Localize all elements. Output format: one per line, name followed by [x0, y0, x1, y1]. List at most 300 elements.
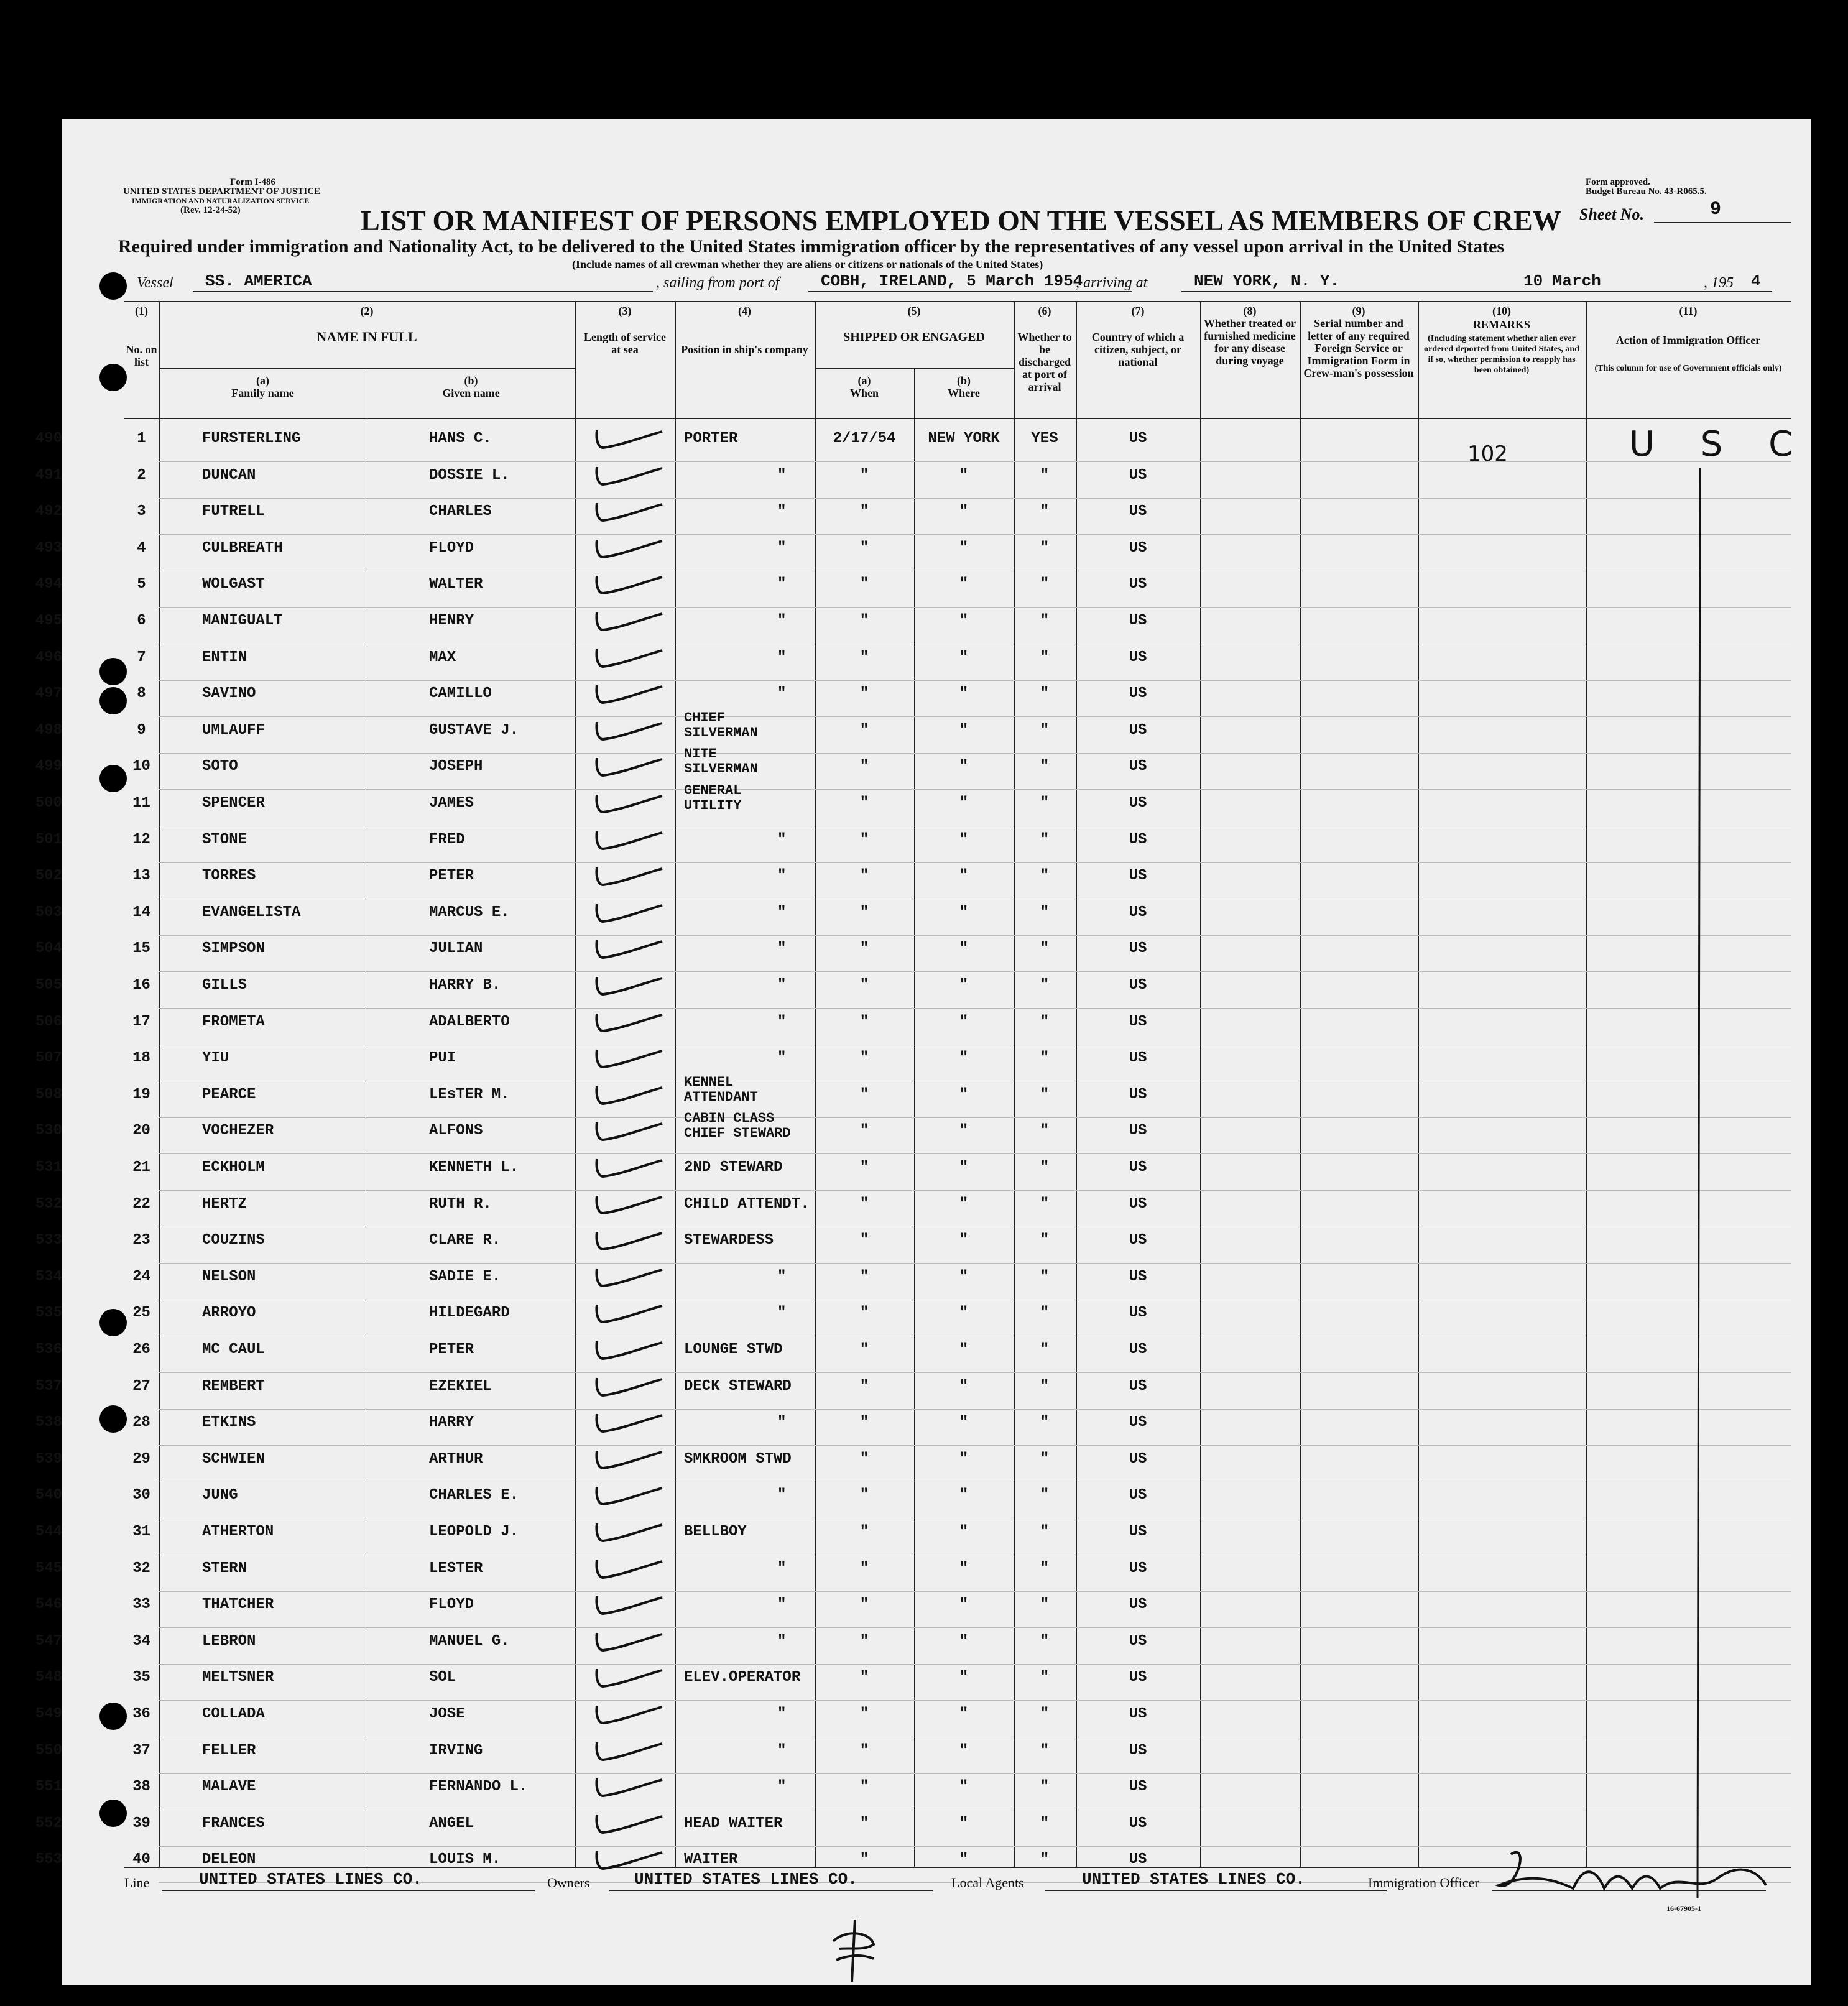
margin-number: 537 — [35, 1378, 62, 1395]
discharged: " — [1040, 1232, 1050, 1249]
service-check-mark — [584, 1007, 672, 1038]
margin-number: 551 — [35, 1778, 62, 1795]
position: " — [777, 1560, 787, 1577]
given-name: PETER — [429, 1341, 474, 1358]
position: " — [777, 1596, 787, 1613]
discharged: " — [1040, 758, 1050, 775]
col-shipped-engaged: SHIPPED OR ENGAGED — [843, 330, 985, 344]
discharged: " — [1040, 1378, 1050, 1395]
row-number: 13 — [132, 867, 150, 884]
discharged: " — [1040, 1196, 1050, 1213]
shipped-when: " — [859, 1596, 869, 1613]
discharged: " — [1040, 1560, 1050, 1577]
punch-hole — [99, 1309, 127, 1336]
family-name: THATCHER — [202, 1596, 274, 1613]
position: " — [777, 904, 787, 921]
row-number: 37 — [132, 1742, 150, 1759]
country: US — [1129, 1305, 1147, 1321]
position: ELEV.OPERATOR — [684, 1669, 801, 1686]
country: US — [1129, 1487, 1147, 1504]
arrival-date: 10 March — [1523, 272, 1601, 290]
row-divider — [159, 862, 1791, 863]
discharged: " — [1040, 795, 1050, 811]
col8-number: (8) — [1243, 305, 1257, 317]
position: KENNEL ATTENDANT — [684, 1075, 758, 1105]
row-number: 39 — [132, 1815, 150, 1832]
row-number: 34 — [132, 1633, 150, 1650]
family-name: ENTIN — [202, 649, 247, 666]
row-divider — [159, 1153, 1791, 1154]
shipped-where: " — [959, 1560, 969, 1577]
row-divider — [159, 935, 1791, 936]
shipped-when: " — [859, 1378, 869, 1395]
shipped-where: " — [959, 1487, 969, 1504]
shipped-where: " — [959, 904, 969, 921]
shipped-where: " — [959, 1633, 969, 1650]
margin-number: 504 — [35, 940, 62, 957]
officer-note: (This column for use of Government officials only) — [1594, 364, 1782, 373]
shipped-where: " — [959, 649, 969, 666]
given-name: SOL — [429, 1669, 456, 1686]
discharged: " — [1040, 1815, 1050, 1832]
position: " — [777, 540, 787, 557]
service-check-mark — [584, 1517, 672, 1548]
shipped-when: " — [859, 503, 869, 520]
position: SMKROOM STWD — [684, 1451, 792, 1468]
shipped-when: " — [859, 831, 869, 848]
row-number: 38 — [132, 1778, 150, 1795]
position: " — [777, 1050, 787, 1066]
page-title: LIST OR MANIFEST OF PERSONS EMPLOYED ON THE VESSEL AS MEMBERS OF CREW — [361, 205, 1561, 236]
given-name: FERNANDO L. — [429, 1778, 528, 1795]
given-name: CHARLES — [429, 503, 492, 520]
shipped-where: " — [959, 540, 969, 557]
row-divider — [159, 1773, 1791, 1774]
margin-number: 494 — [35, 576, 62, 593]
col2-number: (2) — [360, 305, 374, 317]
row-number: 33 — [132, 1596, 150, 1613]
country: US — [1129, 940, 1147, 957]
service-check-mark — [584, 716, 672, 747]
row-number: 15 — [132, 940, 150, 957]
position: " — [777, 1305, 787, 1321]
row-divider — [159, 461, 1791, 462]
officer-signature — [1492, 1836, 1778, 1910]
given-name: HARRY B. — [429, 977, 501, 994]
service-check-mark — [584, 424, 672, 455]
owners-label: Owners — [547, 1875, 590, 1890]
given-name: HANS C. — [429, 430, 492, 447]
position: " — [777, 612, 787, 629]
row-number: 14 — [132, 904, 150, 921]
given-name: JULIAN — [429, 940, 483, 957]
row-number: 11 — [132, 795, 150, 811]
discharged: " — [1040, 940, 1050, 957]
given-name: MARCUS E. — [429, 904, 510, 921]
margin-number: 549 — [35, 1706, 62, 1722]
country: US — [1129, 576, 1147, 593]
margin-number: 546 — [35, 1596, 62, 1613]
shipped-when: " — [859, 1669, 869, 1686]
sailing-label: , sailing from port of — [656, 275, 780, 291]
given-name: HILDEGARD — [429, 1305, 510, 1321]
country: US — [1129, 1269, 1147, 1285]
margin-number: 502 — [35, 867, 62, 884]
given-name: PETER — [429, 867, 474, 884]
arrival-port: NEW YORK, N. Y. — [1194, 272, 1340, 290]
shipped-when: " — [859, 1232, 869, 1249]
service-check-mark — [584, 1153, 672, 1184]
margin-number: 508 — [35, 1086, 62, 1103]
col10-number: (10) — [1492, 305, 1511, 317]
given-name: FLOYD — [429, 1596, 474, 1613]
country: US — [1129, 1669, 1147, 1686]
country: US — [1129, 1742, 1147, 1759]
position: PORTER — [684, 430, 738, 447]
shipped-where: " — [959, 1378, 969, 1395]
row-divider — [159, 753, 1791, 754]
position: CABIN CLASS CHIEF STEWARD — [684, 1111, 791, 1141]
given-name: CLARE R. — [429, 1232, 501, 1249]
row-divider — [159, 607, 1791, 608]
row-number: 32 — [132, 1560, 150, 1577]
shipped-where: " — [959, 1523, 969, 1540]
row-number: 27 — [132, 1378, 150, 1395]
col-discharged: Whether to be discharged at port of arrival — [1017, 331, 1072, 393]
officer-label: Immigration Officer — [1368, 1875, 1479, 1890]
col3-number: (3) — [618, 305, 632, 317]
row-divider — [159, 1008, 1791, 1009]
line-label: Line — [124, 1875, 150, 1890]
country: US — [1129, 1815, 1147, 1832]
country: US — [1129, 1159, 1147, 1176]
family-name: SIMPSON — [202, 940, 265, 957]
line-value: UNITED STATES LINES CO. — [199, 1870, 422, 1888]
family-name: FROMETA — [202, 1014, 265, 1030]
family-name: STERN — [202, 1560, 247, 1577]
family-name: MELTSNER — [202, 1669, 274, 1686]
shipped-where: " — [959, 1341, 969, 1358]
shipped-when: " — [859, 758, 869, 775]
punch-hole — [99, 658, 127, 685]
country: US — [1129, 1086, 1147, 1103]
shipped-where: " — [959, 612, 969, 629]
position: " — [777, 1778, 787, 1795]
family-name: ARROYO — [202, 1305, 256, 1321]
page-subtitle: Required under immigration and Nationality Act, to be delivered to the United States immigration officer by the representatives of any vessel upon arrival in the United States — [118, 236, 1505, 257]
family-name: SOTO — [202, 758, 238, 775]
col6-number: (6) — [1038, 305, 1051, 317]
shipped-when: " — [859, 1633, 869, 1650]
shipped-where: " — [959, 1596, 969, 1613]
shipped-when: " — [859, 1560, 869, 1577]
country: US — [1129, 795, 1147, 811]
punch-hole — [99, 687, 127, 714]
service-check-mark — [584, 1408, 672, 1439]
row-number: 8 — [137, 685, 146, 702]
family-name: SPENCER — [202, 795, 265, 811]
row-number: 1 — [137, 430, 146, 447]
service-check-mark — [584, 1809, 672, 1840]
discharged: " — [1040, 904, 1050, 921]
col-length-of-service: Length of service at sea — [584, 331, 666, 356]
margin-number: 534 — [35, 1269, 62, 1285]
service-check-mark — [584, 971, 672, 1002]
position: " — [777, 1487, 787, 1504]
country: US — [1129, 540, 1147, 557]
shipped-where: " — [959, 576, 969, 593]
shipped-where: " — [959, 831, 969, 848]
discharged: " — [1040, 540, 1050, 557]
row-number: 29 — [132, 1451, 150, 1468]
col-where: (b) Where — [948, 374, 980, 399]
shipped-when: " — [859, 576, 869, 593]
position: DECK STEWARD — [684, 1378, 792, 1395]
family-name: LEBRON — [202, 1633, 256, 1650]
row-number: 2 — [137, 467, 146, 484]
shipped-where: " — [959, 867, 969, 884]
budget-number: Budget Bureau No. 43-R065.5. — [1586, 187, 1707, 196]
family-name: MANIGUALT — [202, 612, 283, 629]
sailing-port: COBH, IRELAND, 5 March 1954 — [821, 272, 1083, 290]
family-name: PEARCE — [202, 1086, 256, 1103]
col1-number: (1) — [135, 305, 148, 317]
row-number: 31 — [132, 1523, 150, 1540]
discharged: YES — [1031, 430, 1058, 447]
family-name: VOCHEZER — [202, 1122, 274, 1139]
country: US — [1129, 1778, 1147, 1795]
row-divider — [159, 789, 1791, 790]
margin-number: 548 — [35, 1669, 62, 1686]
row-number: 17 — [132, 1014, 150, 1030]
margin-number: 503 — [35, 904, 62, 921]
given-name: JAMES — [429, 795, 474, 811]
shipped-where: " — [959, 1305, 969, 1321]
service-check-mark — [584, 788, 672, 820]
family-name: FUTRELL — [202, 503, 265, 520]
discharged: " — [1040, 576, 1050, 593]
service-check-mark — [584, 898, 672, 929]
row-number: 3 — [137, 503, 146, 520]
position: " — [777, 503, 787, 520]
discharged: " — [1040, 1742, 1050, 1759]
shipped-when: " — [859, 1451, 869, 1468]
family-name: NELSON — [202, 1269, 256, 1285]
service-check-mark — [584, 1043, 672, 1075]
given-name: ALFONS — [429, 1122, 483, 1139]
service-check-mark — [584, 1190, 672, 1221]
row-divider — [159, 1409, 1791, 1410]
service-check-mark — [584, 752, 672, 783]
row-divider — [159, 971, 1791, 972]
position: NITE SILVERMAN — [684, 746, 758, 777]
given-name: HARRY — [429, 1414, 474, 1431]
position: " — [777, 831, 787, 848]
discharged: " — [1040, 1414, 1050, 1431]
margin-number: 550 — [35, 1742, 62, 1759]
discharged: " — [1040, 1523, 1050, 1540]
family-name: ETKINS — [202, 1414, 256, 1431]
position: GENERAL UTILITY — [684, 783, 742, 813]
family-name: REMBERT — [202, 1378, 265, 1395]
discharged: " — [1040, 1633, 1050, 1650]
shipped-where: " — [959, 977, 969, 994]
shipped-where: " — [959, 1669, 969, 1686]
discharged: " — [1040, 1305, 1050, 1321]
shipped-where: " — [959, 467, 969, 484]
margin-number: 531 — [35, 1159, 62, 1176]
shipped-where: " — [959, 795, 969, 811]
country: US — [1129, 1014, 1147, 1030]
remarks-row1: 102 — [1467, 441, 1508, 466]
row-number: 10 — [132, 758, 150, 775]
owners-value: UNITED STATES LINES CO. — [634, 1870, 857, 1888]
service-check-mark — [584, 1627, 672, 1658]
shipped-when: " — [859, 1778, 869, 1795]
margin-number: 538 — [35, 1414, 62, 1431]
col-remarks: REMARKS — [1472, 318, 1530, 331]
shipped-when: " — [859, 1742, 869, 1759]
service-check-mark — [584, 934, 672, 965]
discharged: " — [1040, 1596, 1050, 1613]
row-divider — [159, 1263, 1791, 1264]
punch-hole — [99, 1800, 127, 1827]
service-check-mark — [584, 570, 672, 601]
service-check-mark — [584, 534, 672, 565]
shipped-when: " — [859, 685, 869, 702]
discharged: " — [1040, 1122, 1050, 1139]
margin-number: 505 — [35, 977, 62, 994]
service-check-mark — [584, 825, 672, 856]
margin-number: 553 — [35, 1851, 62, 1868]
discharged: " — [1040, 1778, 1050, 1795]
col9-number: (9) — [1352, 305, 1365, 317]
shipped-where: " — [959, 503, 969, 520]
given-name: MAX — [429, 649, 456, 666]
service-check-mark — [584, 1444, 672, 1476]
col-position: Position in ship's company — [681, 343, 808, 356]
shipped-when: " — [859, 1523, 869, 1540]
margin-number: 532 — [35, 1196, 62, 1213]
family-name: ECKHOLM — [202, 1159, 265, 1176]
discharged: " — [1040, 867, 1050, 884]
row-divider — [159, 716, 1791, 717]
shipped-where: " — [959, 722, 969, 739]
country: US — [1129, 722, 1147, 739]
given-name: FLOYD — [429, 540, 474, 557]
discharged: " — [1040, 1014, 1050, 1030]
country: US — [1129, 612, 1147, 629]
margin-number: 500 — [35, 795, 62, 811]
country: US — [1129, 1378, 1147, 1395]
given-name: LEsTER M. — [429, 1086, 510, 1103]
family-name: COUZINS — [202, 1232, 265, 1249]
col-serial-number: Serial number and letter of any required Foreign Service or Immigration Form in Crew-man's possession — [1303, 317, 1414, 379]
shipped-when: " — [859, 1014, 869, 1030]
country: US — [1129, 685, 1147, 702]
family-name: DELEON — [202, 1851, 256, 1868]
shipped-when: " — [859, 1414, 869, 1431]
sheet-number: 9 — [1710, 199, 1722, 220]
row-number: 22 — [132, 1196, 150, 1213]
row-divider — [159, 680, 1791, 681]
shipped-when: " — [859, 1851, 869, 1868]
position: " — [777, 1014, 787, 1030]
country: US — [1129, 1596, 1147, 1613]
margin-number: 507 — [35, 1050, 62, 1066]
margin-number: 497 — [35, 685, 62, 702]
row-number: 23 — [132, 1232, 150, 1249]
given-name: ARTHUR — [429, 1451, 483, 1468]
discharged: " — [1040, 1050, 1050, 1066]
row-number: 19 — [132, 1086, 150, 1103]
shipped-where: " — [959, 1414, 969, 1431]
position: CHILD ATTENDT. — [684, 1196, 810, 1213]
punch-hole — [99, 364, 127, 391]
punch-hole — [99, 1703, 127, 1730]
position: HEAD WAITER — [684, 1815, 783, 1832]
year-label: , 195 — [1704, 275, 1734, 291]
shipped-where: " — [959, 1232, 969, 1249]
country: US — [1129, 1232, 1147, 1249]
shipped-where: " — [959, 758, 969, 775]
service-check-mark — [584, 497, 672, 528]
family-name: SAVINO — [202, 685, 256, 702]
position: " — [777, 940, 787, 957]
shipped-when: " — [859, 1269, 869, 1285]
family-name: YIU — [202, 1050, 229, 1066]
row-number: 40 — [132, 1851, 150, 1868]
shipped-when: " — [859, 904, 869, 921]
col-country: Country of which a citizen, subject, or national — [1091, 331, 1185, 368]
shipped-when: " — [859, 1050, 869, 1066]
remarks-note: (Including statement whether alien ever ordered deported from United States, and if so, whether permission to reapply has been obtained) — [1424, 334, 1579, 375]
margin-number: 530 — [35, 1122, 62, 1139]
given-name: JOSE — [429, 1706, 465, 1722]
shipped-where: " — [959, 1269, 969, 1285]
col11-number: (11) — [1679, 305, 1698, 317]
row-number: 7 — [137, 649, 146, 666]
shipped-when: " — [859, 1086, 869, 1103]
family-name: CULBREATH — [202, 540, 283, 557]
family-name: WOLGAST — [202, 576, 265, 593]
row-divider — [159, 1591, 1791, 1592]
row-number: 28 — [132, 1414, 150, 1431]
family-name: EVANGELISTA — [202, 904, 301, 921]
shipped-where: NEW YORK — [928, 430, 1000, 447]
position: " — [777, 1706, 787, 1722]
country: US — [1129, 977, 1147, 994]
margin-number: 539 — [35, 1451, 62, 1468]
position: " — [777, 867, 787, 884]
form-code: 16-67905-1 — [1666, 1904, 1701, 1913]
col-medicine: Whether treated or furnished medicine for any disease during voyage — [1203, 317, 1296, 367]
row-number: 9 — [137, 722, 146, 739]
shipped-when: " — [859, 795, 869, 811]
discharged: " — [1040, 1269, 1050, 1285]
margin-number: 547 — [35, 1633, 62, 1650]
position: BELLBOY — [684, 1523, 747, 1540]
country: US — [1129, 867, 1147, 884]
family-name: UMLAUFF — [202, 722, 265, 739]
punch-hole — [99, 272, 127, 300]
bottom-ink-mark — [827, 1916, 883, 1985]
margin-number: 492 — [35, 503, 62, 520]
country: US — [1129, 904, 1147, 921]
given-name: LESTER — [429, 1560, 483, 1577]
position: " — [777, 1742, 787, 1759]
discharged: " — [1040, 612, 1050, 629]
